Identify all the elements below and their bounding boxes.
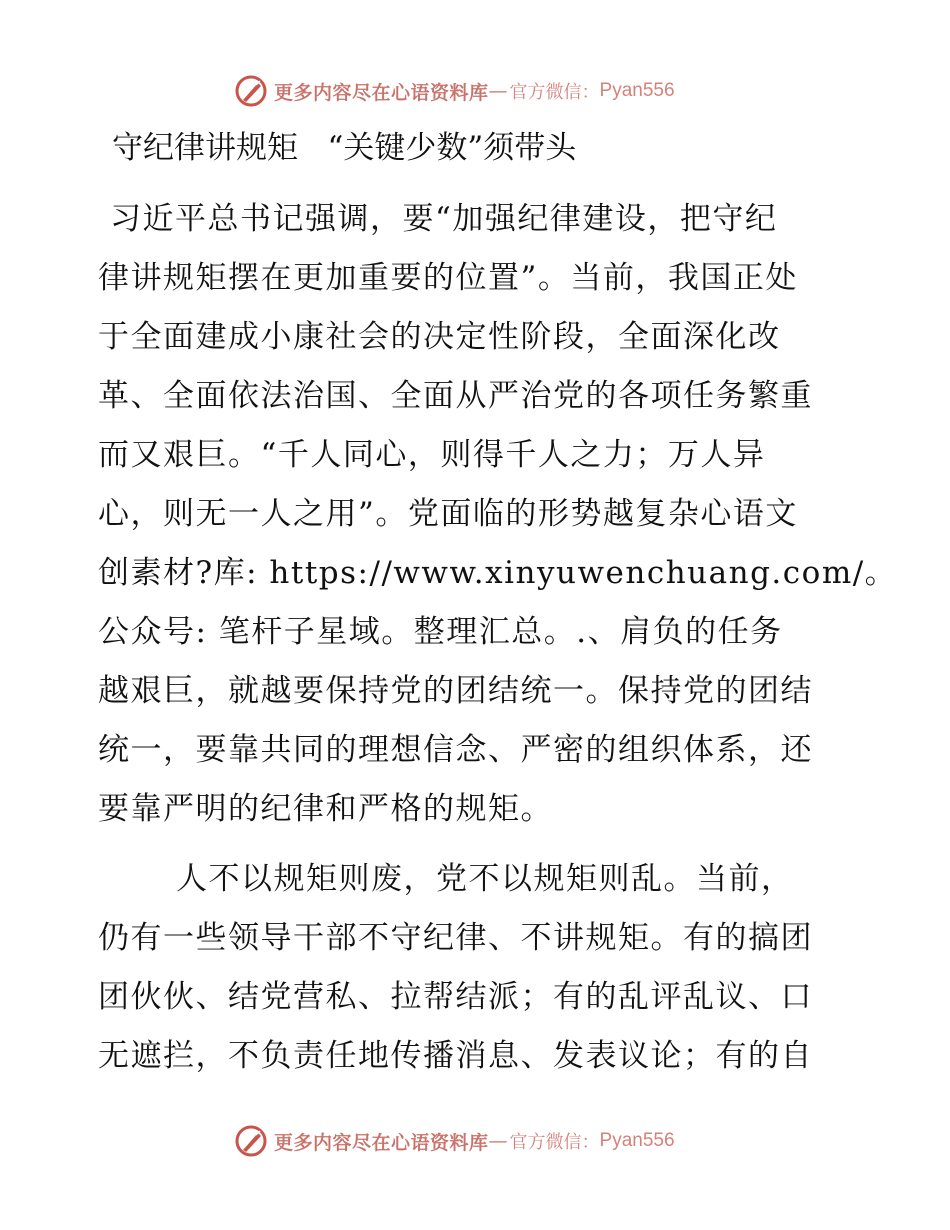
quill-logo-icon	[234, 74, 268, 108]
text-line: 公众号: 笔杆子星域。整理汇总。.、肩负的任务	[98, 614, 783, 650]
paragraph-1	[98, 190, 898, 839]
watermark-sub-text: 官方微信：	[509, 1132, 600, 1153]
watermark-main-text: 更多内容尽在心语资料库	[274, 1131, 489, 1154]
text-line: 而又艰巨。“千人同心，则得千人之力；万人异	[98, 437, 766, 473]
text-line: 律讲规矩摆在更加重要的位置”。当前，我国正处	[98, 260, 798, 296]
quill-logo-icon	[234, 1124, 268, 1158]
text-line: 习近平总书记强调，要“加强纪律建设，把守纪	[110, 201, 778, 237]
document-title: 守纪律讲规矩 “关键少数”须带头	[112, 130, 577, 166]
text-line: 创素材?库: https://www.xinyuwenchuang.com/。	[98, 555, 898, 591]
text-line: 于全面建成小康社会的决定性阶段，全面深化改	[98, 319, 781, 355]
watermark-sub-text: 官方微信：	[509, 82, 600, 103]
watermark-wechat-id: Pyan556	[599, 1130, 675, 1151]
text-line: 人不以规矩则废，党不以规矩则乱。当前，	[176, 861, 794, 897]
text-line: 革、全面依法治国、全面从严治党的各项任务繁重	[98, 378, 813, 414]
header-watermark	[234, 73, 675, 109]
paragraph-2	[98, 850, 853, 1086]
footer-watermark	[234, 1123, 675, 1159]
text-line: 仍有一些领导干部不守纪律、不讲规矩。有的搞团	[98, 920, 813, 956]
watermark-main-text: 更多内容尽在心语资料库	[274, 81, 489, 104]
watermark-wechat-id: Pyan556	[599, 80, 675, 101]
text-line: 要靠严明的纪律和严格的规矩。	[98, 791, 553, 827]
text-line: 越艰巨，就越要保持党的团结统一。保持党的团结	[98, 673, 813, 709]
watermark-dash: —	[488, 80, 508, 102]
text-line: 心，则无一人之用”。党面临的形势越复杂心语文	[98, 496, 798, 532]
text-line: 无遮拦，不负责任地传播消息、发表议论；有的自	[98, 1038, 813, 1074]
text-line: 统一，要靠共同的理想信念、严密的组织体系，还	[98, 732, 813, 768]
watermark-dash: —	[488, 1130, 508, 1152]
text-line: 团伙伙、结党营私、拉帮结派；有的乱评乱议、口	[98, 979, 813, 1015]
